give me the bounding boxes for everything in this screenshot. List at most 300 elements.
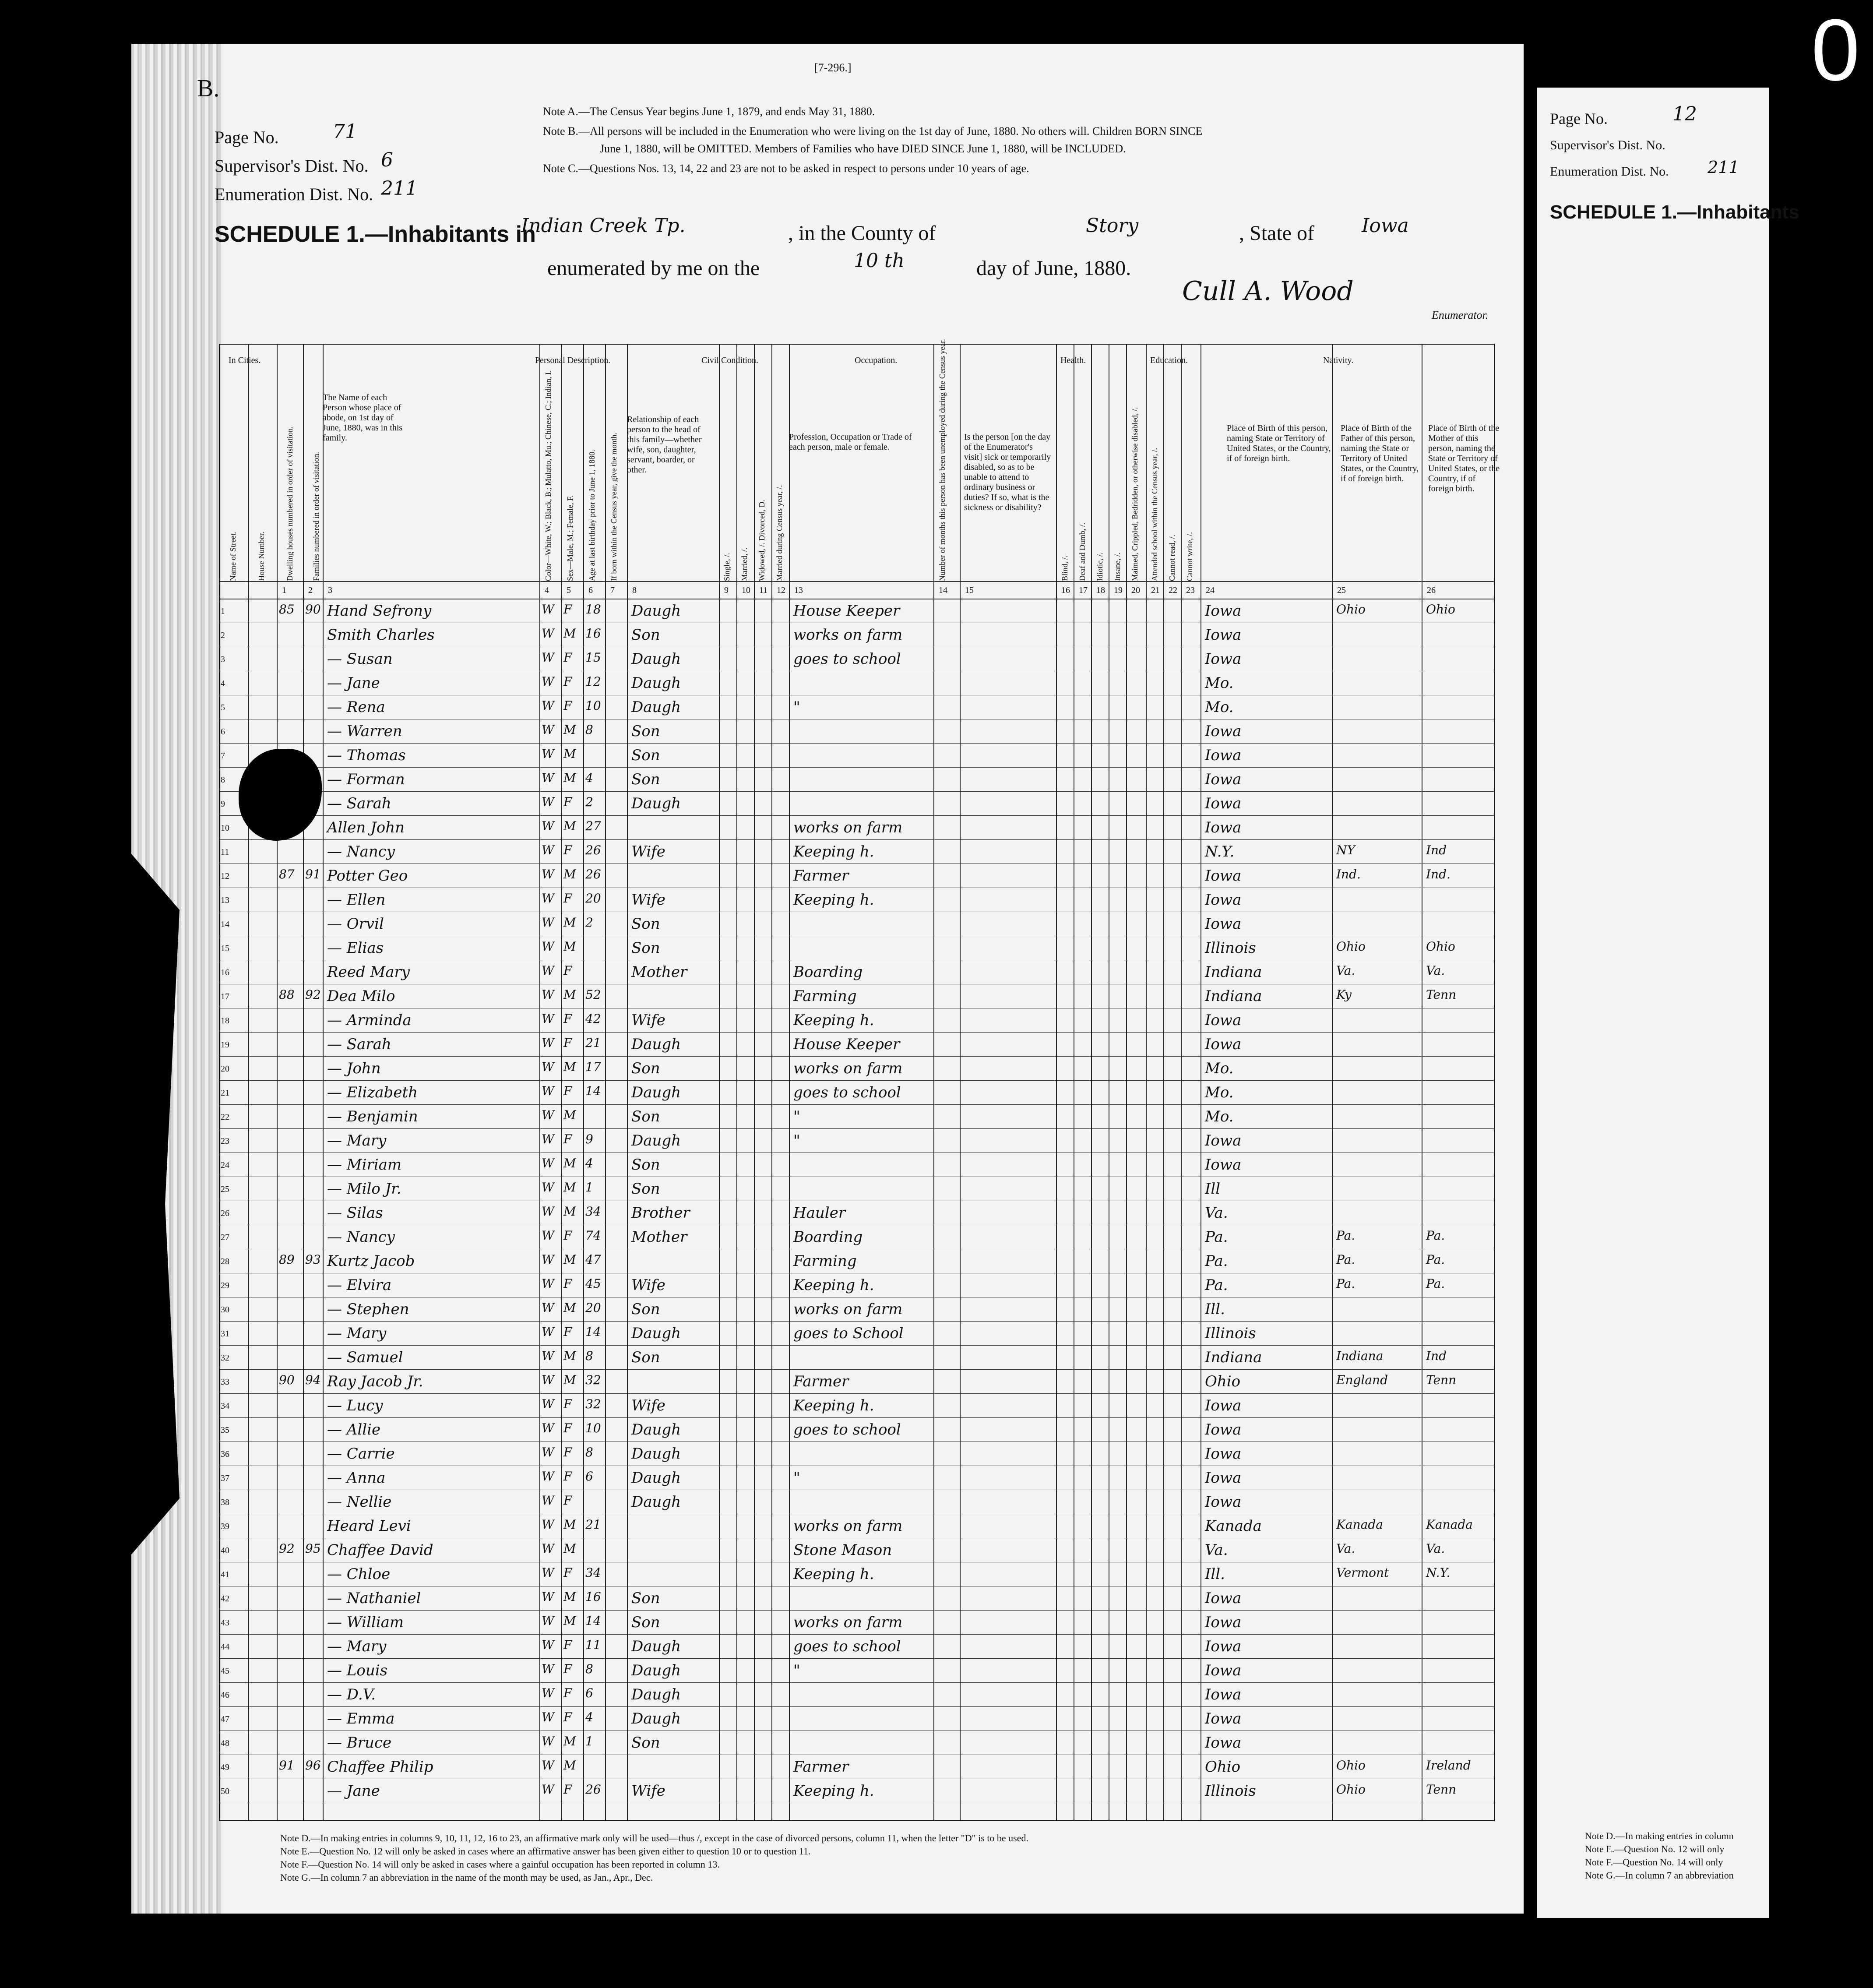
row-number: 23: [221, 1136, 229, 1146]
group-education: Education.: [1150, 356, 1188, 365]
enum-dist-label: Enumeration Dist. No.: [215, 184, 373, 204]
person-name: — Sarah: [327, 1036, 391, 1053]
dwelling-number: 90: [279, 1373, 295, 1387]
birthplace: Indiana: [1205, 1349, 1262, 1366]
mother-birthplace: Ohio: [1426, 939, 1455, 954]
color: W: [542, 674, 554, 689]
table-row: [220, 1321, 1494, 1322]
birthplace: Indiana: [1205, 987, 1262, 1005]
sex: F: [563, 963, 572, 978]
sex: F: [563, 1565, 572, 1580]
occupation: goes to School: [793, 1325, 904, 1342]
sex: M: [563, 1180, 576, 1195]
relationship: Daugh: [631, 1445, 681, 1463]
color: W: [542, 1084, 554, 1098]
age: 42: [585, 1012, 601, 1026]
sex: F: [563, 1084, 572, 1098]
relationship: Wife: [631, 1276, 665, 1294]
group-civil: Civil Condition.: [701, 356, 759, 365]
age: 32: [585, 1397, 601, 1411]
family-number: 96: [305, 1758, 321, 1773]
birthplace: Iowa: [1205, 1156, 1242, 1174]
column-number: 18: [1096, 585, 1105, 595]
row-number: 10: [221, 823, 229, 833]
relationship: Son: [631, 1349, 660, 1366]
age: 10: [585, 698, 601, 713]
relationship: Daugh: [631, 602, 681, 620]
column-rule: [605, 345, 606, 1820]
col-mother-birthplace-header: Place of Birth of the Mother of this person, naming the State or Territory of United States, or the Country, if of foreign birth.: [1428, 423, 1500, 493]
right-note-g: Note G.—In column 7 an abbreviation: [1585, 1870, 1734, 1881]
birthplace: Mo.: [1205, 1108, 1234, 1125]
census-table: [219, 339, 1500, 1821]
birthplace: Iowa: [1205, 1710, 1242, 1727]
age: 4: [585, 771, 593, 785]
age: 52: [585, 987, 601, 1002]
family-number: 91: [305, 867, 321, 881]
sex: M: [563, 1060, 576, 1074]
occupation: goes to school: [793, 1421, 901, 1438]
mother-birthplace: Ohio: [1426, 602, 1455, 617]
birthplace: Va.: [1205, 1541, 1228, 1559]
table-row: [220, 1128, 1494, 1129]
column-number: 10: [742, 585, 750, 595]
relationship: Wife: [631, 891, 665, 909]
note-d: Note D.—In making entries in columns 9, 10, 11, 12, 16 to 23, an affirmative mark only will be used—thus /, except in the case of divorced persons, column 11, when the letter "D" is to be used.: [280, 1833, 1028, 1843]
form-number: [7-296.]: [814, 61, 852, 74]
sex: M: [563, 1108, 576, 1122]
col-dwelling-header: Dwelling houses numbered in order of visitation.: [285, 426, 294, 581]
person-name: — Milo Jr.: [327, 1180, 401, 1198]
mother-birthplace: Va.: [1426, 1541, 1445, 1556]
note-c: Note C.—Questions Nos. 13, 14, 22 and 23 are not to be asked in respect to persons under 10 years of age.: [543, 162, 1029, 175]
table-row: [220, 1706, 1494, 1707]
relationship: Son: [631, 1301, 660, 1318]
person-name: — Orvil: [327, 915, 384, 933]
color: W: [542, 1734, 554, 1748]
occupation: House Keeper: [793, 602, 900, 620]
col-married-header: Married, /.: [740, 547, 749, 581]
age: 8: [585, 1349, 593, 1363]
mother-birthplace: Tenn: [1426, 987, 1457, 1002]
column-number: 2: [308, 585, 313, 595]
color: W: [542, 650, 554, 665]
relationship: Daugh: [631, 795, 681, 812]
table-row: [220, 1056, 1494, 1057]
relationship: Daugh: [631, 1036, 681, 1053]
sex: M: [563, 1517, 576, 1532]
column-rule: [539, 345, 540, 1820]
birthplace: Pa.: [1205, 1252, 1228, 1270]
row-number: 12: [221, 871, 229, 881]
col-occupation-header: Profession, Occupation or Trade of each person, male or female.: [789, 432, 912, 452]
person-name: — Nancy: [327, 1228, 395, 1246]
color: W: [542, 1276, 554, 1291]
age: 26: [585, 867, 601, 881]
birthplace: Iowa: [1205, 795, 1242, 812]
occupation: Boarding: [793, 963, 863, 981]
table-row: [220, 815, 1494, 816]
table-row: [220, 839, 1494, 840]
occupation: Farmer: [793, 1758, 849, 1776]
row-number: 31: [221, 1329, 229, 1339]
dwelling-number: 87: [279, 867, 295, 881]
row-number: 29: [221, 1281, 229, 1290]
row-number: 24: [221, 1160, 229, 1170]
col-birth-month-header: If born within the Census year, give the month.: [609, 432, 618, 581]
age: 8: [585, 1662, 593, 1676]
relationship: Wife: [631, 1782, 665, 1800]
relationship: Wife: [631, 843, 665, 860]
sex: M: [563, 1252, 576, 1267]
person-name: — Warren: [327, 723, 402, 740]
color: W: [542, 1204, 554, 1219]
table-row: [220, 767, 1494, 768]
color: W: [542, 1349, 554, 1363]
col-deaf-header: Deaf and Dumb, /.: [1078, 522, 1087, 581]
color: W: [542, 1156, 554, 1170]
birthplace: Iowa: [1205, 915, 1242, 933]
relationship: Son: [631, 1614, 660, 1631]
row-number: 32: [221, 1353, 229, 1363]
birthplace: Pa.: [1205, 1276, 1228, 1294]
age: 8: [585, 723, 593, 737]
occupation: works on farm: [793, 1614, 903, 1631]
person-name: — Bruce: [327, 1734, 392, 1752]
row-number: 9: [221, 799, 225, 809]
col-color-header: Color—White, W.; Black, B.; Mulatto, Mu.; Chinese, C.; Indian, I.: [544, 370, 553, 581]
sex: F: [563, 602, 572, 617]
occupation: Hauler: [793, 1204, 846, 1222]
sex: F: [563, 1469, 572, 1484]
column-number: 23: [1186, 585, 1195, 595]
relationship: Daugh: [631, 1421, 681, 1438]
person-name: — Forman: [327, 771, 405, 788]
occupation: Keeping h.: [793, 843, 874, 860]
column-number: 19: [1114, 585, 1123, 595]
page-no-value: 71: [333, 120, 357, 143]
age: 2: [585, 915, 593, 930]
occupation: Farmer: [793, 1373, 849, 1390]
column-rule: [960, 345, 961, 1820]
mother-birthplace: N.Y.: [1426, 1565, 1451, 1580]
occupation: ": [793, 1108, 800, 1125]
occupation: goes to school: [793, 1638, 901, 1655]
relationship: Son: [631, 915, 660, 933]
person-name: Hand Sefrony: [327, 602, 432, 620]
column-rule: [719, 345, 720, 1820]
column-number: 17: [1079, 585, 1088, 595]
row-number: 43: [221, 1618, 229, 1628]
person-name: — Samuel: [327, 1349, 403, 1366]
color: W: [542, 1782, 554, 1797]
column-rule: [277, 345, 278, 1820]
row-number: 47: [221, 1714, 229, 1724]
relationship: Son: [631, 1108, 660, 1125]
page-no-label: Page No.: [215, 127, 279, 147]
color: W: [542, 1662, 554, 1676]
occupation: goes to school: [793, 1084, 901, 1101]
right-schedule-title: SCHEDULE 1.—Inhabitants: [1550, 201, 1799, 223]
table-row: [220, 1104, 1494, 1105]
person-name: — Silas: [327, 1204, 383, 1222]
sex: F: [563, 1397, 572, 1411]
relationship: Daugh: [631, 1132, 681, 1149]
birthplace: Mo.: [1205, 1084, 1234, 1101]
sex: M: [563, 1734, 576, 1748]
birthplace: Iowa: [1205, 1036, 1242, 1053]
column-rule: [771, 345, 772, 1820]
age: 21: [585, 1517, 601, 1532]
column-number: 1: [282, 585, 286, 595]
sex: M: [563, 1590, 576, 1604]
person-name: Kurtz Jacob: [327, 1252, 415, 1270]
mother-birthplace: Pa.: [1426, 1252, 1445, 1267]
relationship: Daugh: [631, 1686, 681, 1703]
birthplace: Iowa: [1205, 1421, 1242, 1438]
color: W: [542, 626, 554, 641]
sex: F: [563, 1132, 572, 1146]
col-cannot-read-header: Cannot read, /.: [1168, 535, 1176, 581]
birthplace: Iowa: [1205, 1614, 1242, 1631]
row-number: 40: [221, 1546, 229, 1555]
age: 74: [585, 1228, 601, 1243]
relationship: Son: [631, 1060, 660, 1077]
father-birthplace: Ohio: [1336, 939, 1366, 954]
row-number: 21: [221, 1088, 229, 1098]
occupation: works on farm: [793, 1301, 903, 1318]
row-number: 14: [221, 920, 229, 929]
table-row: [220, 1682, 1494, 1683]
table-row: [220, 1417, 1494, 1418]
father-birthplace: Pa.: [1336, 1252, 1355, 1267]
sex: M: [563, 1541, 576, 1556]
birthplace: Iowa: [1205, 1686, 1242, 1703]
sex: F: [563, 1710, 572, 1724]
right-supervisor-label: Supervisor's Dist. No.: [1550, 138, 1665, 152]
table-row: [220, 1610, 1494, 1611]
column-number: 21: [1151, 585, 1160, 595]
col-school-header: Attended school within the Census year, /.: [1150, 448, 1159, 581]
relationship: Daugh: [631, 1710, 681, 1727]
person-name: — Thomas: [327, 747, 406, 764]
father-birthplace: Vermont: [1336, 1565, 1389, 1580]
row-number: 42: [221, 1594, 229, 1604]
person-name: — Jane: [327, 1782, 380, 1800]
color: W: [542, 1012, 554, 1026]
column-rule: [1332, 345, 1333, 1820]
age: 1: [585, 1180, 593, 1195]
person-name: — Carrie: [327, 1445, 395, 1463]
relationship: Son: [631, 747, 660, 764]
color: W: [542, 1541, 554, 1556]
sex: M: [563, 723, 576, 737]
birthplace: Illinois: [1205, 939, 1256, 957]
sex: F: [563, 843, 572, 857]
birthplace: Iowa: [1205, 602, 1242, 620]
father-birthplace: NY: [1336, 843, 1355, 857]
birthplace: Iowa: [1205, 626, 1242, 644]
col-married-census-header: Married during Census year, /.: [775, 485, 784, 581]
age: 9: [585, 1132, 593, 1146]
father-birthplace: Ohio: [1336, 1782, 1366, 1797]
col-idiotic-header: Idiotic, /.: [1095, 552, 1104, 581]
color: W: [542, 867, 554, 881]
column-number: 22: [1169, 585, 1177, 595]
relationship: Son: [631, 1180, 660, 1198]
sex: F: [563, 1686, 572, 1700]
row-number: 30: [221, 1305, 229, 1315]
occupation: Farming: [793, 987, 857, 1005]
row-number: 7: [221, 751, 225, 761]
col-age-header: Age at last birthday prior to June 1, 1880.: [588, 450, 596, 581]
row-number: 33: [221, 1377, 229, 1387]
color: W: [542, 1325, 554, 1339]
occupation: ": [793, 1132, 800, 1149]
age: 26: [585, 1782, 601, 1797]
row-number: 8: [221, 775, 225, 785]
family-number: 92: [305, 987, 321, 1002]
row-number: 41: [221, 1570, 229, 1579]
relationship: Son: [631, 771, 660, 788]
table-row: [220, 1080, 1494, 1081]
person-name: — Mary: [327, 1132, 387, 1149]
note-b-line1: Note B.—All persons will be included in the Enumeration who were living on the 1st day of June, 1880. No others will. Children BORN SINCE: [543, 125, 1203, 137]
relationship: Daugh: [631, 1638, 681, 1655]
column-number: 24: [1206, 585, 1215, 595]
col-birthplace-header: Place of Birth of this person, naming State or Territory of United States, or the Country, if of foreign birth.: [1227, 423, 1331, 463]
person-name: — Arminda: [327, 1012, 412, 1029]
color: W: [542, 602, 554, 617]
mother-birthplace: Ireland: [1426, 1758, 1471, 1773]
color: W: [542, 915, 554, 930]
birthplace: Iowa: [1205, 1469, 1242, 1487]
col-sex-header: Sex—Male, M.; Female, F.: [566, 495, 574, 581]
relationship: Wife: [631, 1012, 665, 1029]
color: W: [542, 1686, 554, 1700]
column-number: 11: [759, 585, 768, 595]
schedule-title: SCHEDULE 1.—Inhabitants in: [215, 222, 536, 247]
relationship: Daugh: [631, 698, 681, 716]
row-number: 27: [221, 1233, 229, 1242]
row-number: 5: [221, 703, 225, 712]
father-birthplace: Va.: [1336, 1541, 1355, 1556]
enum-dist-value: 211: [381, 177, 418, 200]
row-number: 39: [221, 1522, 229, 1531]
row-number: 35: [221, 1425, 229, 1435]
color: W: [542, 963, 554, 978]
birthplace: Pa.: [1205, 1228, 1228, 1246]
person-name: — Benjamin: [327, 1108, 418, 1125]
column-rule: [789, 345, 790, 1820]
column-number: 12: [777, 585, 785, 595]
color: W: [542, 1517, 554, 1532]
birthplace: Iowa: [1205, 747, 1242, 764]
mother-birthplace: Pa.: [1426, 1228, 1445, 1243]
relationship: Brother: [631, 1204, 690, 1222]
column-rule: [583, 345, 584, 1820]
color: W: [542, 1614, 554, 1628]
age: 27: [585, 819, 601, 833]
color: W: [542, 819, 554, 833]
age: 26: [585, 843, 601, 857]
person-name: — Mary: [327, 1325, 387, 1342]
birthplace: Illinois: [1205, 1782, 1256, 1800]
age: 47: [585, 1252, 601, 1267]
adjacent-census-page: [1537, 88, 1769, 1918]
color: W: [542, 1180, 554, 1195]
dwelling-number: 92: [279, 1541, 295, 1556]
sex: F: [563, 1228, 572, 1243]
column-number: 7: [610, 585, 615, 595]
father-birthplace: Pa.: [1336, 1228, 1355, 1243]
col-house-header: House Number.: [257, 532, 266, 581]
sex: F: [563, 1421, 572, 1435]
column-number: 9: [724, 585, 729, 595]
person-name: — Susan: [327, 650, 393, 668]
age: 34: [585, 1565, 601, 1580]
person-name: Reed Mary: [327, 963, 410, 981]
col-sickness-header: Is the person [on the day of the Enumerator's visit] sick or temporarily disabled, so as to be unable to attend to ordinary business or duties? If so, what is the sickness or disability?: [964, 432, 1051, 512]
group-health: Health.: [1060, 356, 1086, 365]
color: W: [542, 1108, 554, 1122]
row-number: 11: [221, 847, 229, 857]
person-name: — Elvira: [327, 1276, 392, 1294]
person-name: — Elizabeth: [327, 1084, 418, 1101]
color: W: [542, 747, 554, 761]
right-page-no-value: 12: [1672, 103, 1697, 125]
relationship: Son: [631, 939, 660, 957]
person-name: — Sarah: [327, 795, 391, 812]
color: W: [542, 1758, 554, 1773]
occupation: Stone Mason: [793, 1541, 892, 1559]
age: 16: [585, 1590, 601, 1604]
column-number: 5: [567, 585, 571, 595]
row-number: 36: [221, 1449, 229, 1459]
column-rule: [1056, 345, 1057, 1820]
relationship: Daugh: [631, 1084, 681, 1101]
relationship: Daugh: [631, 1325, 681, 1342]
mother-birthplace: Ind: [1426, 843, 1447, 857]
occupation: Keeping h.: [793, 1012, 874, 1029]
occupation: works on farm: [793, 1517, 903, 1535]
age: 10: [585, 1421, 601, 1435]
age: 34: [585, 1204, 601, 1219]
mother-birthplace: Ind.: [1426, 867, 1451, 881]
table-row: [220, 743, 1494, 744]
sex: M: [563, 915, 576, 930]
occupation: ": [793, 1469, 800, 1487]
note-a: Note A.—The Census Year begins June 1, 1879, and ends May 31, 1880.: [543, 105, 875, 118]
birthplace: Va.: [1205, 1204, 1228, 1222]
age: 16: [585, 626, 601, 641]
color: W: [542, 1421, 554, 1435]
color: W: [542, 1590, 554, 1604]
col-name-header: The Name of each Person whose place of abode, on 1st day of June, 1880, was in this family.: [323, 393, 403, 443]
person-name: — Nathaniel: [327, 1590, 421, 1607]
color: W: [542, 1638, 554, 1652]
row-number: 38: [221, 1498, 229, 1507]
person-name: — Jane: [327, 674, 380, 692]
color: W: [542, 843, 554, 857]
father-birthplace: Kanada: [1336, 1517, 1383, 1532]
row-number: 49: [221, 1762, 229, 1772]
person-name: — Lucy: [327, 1397, 383, 1414]
note-e: Note E.—Question No. 12 will only be asked in cases where an affirmative answer has been given either to question 10 or to question 11.: [280, 1846, 811, 1857]
county-label: , in the County of: [788, 222, 936, 245]
birthplace: Iowa: [1205, 1132, 1242, 1149]
col-family-header: Families numbered in order of visitation.: [312, 452, 320, 581]
